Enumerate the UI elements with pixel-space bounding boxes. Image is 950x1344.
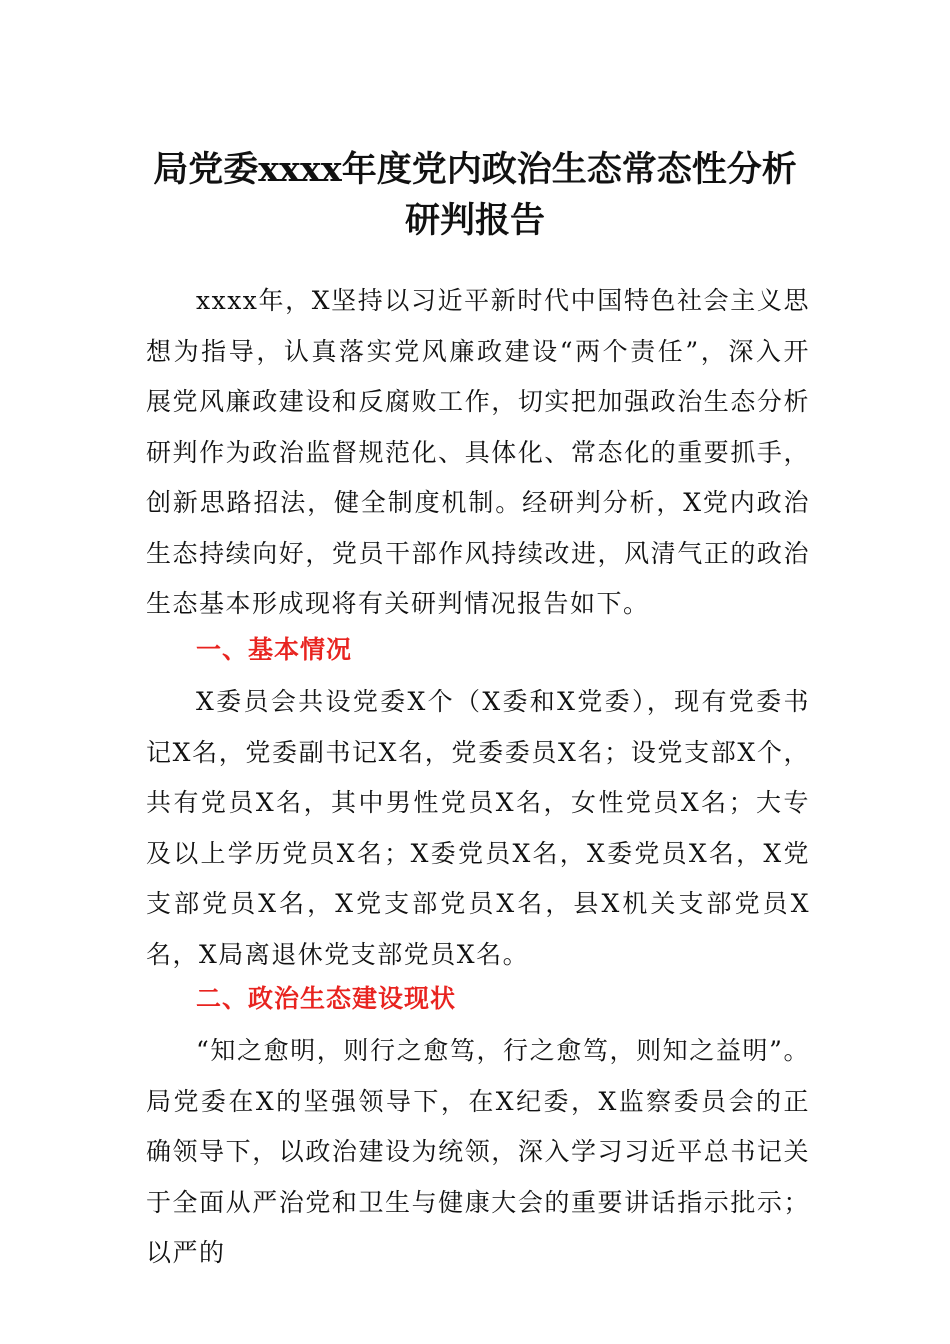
document-title-line-2: 研判报告 [404,200,545,241]
intro-paragraph: xxxx年，X坚持以习近平新时代中国特色社会主义思想为指导，认真落实党风廉政建设“两个责任”，深入开展党风廉政建设和反腐败工作，切实把加强政治生态分析研判作为政治监督规范化、具体化、常态化的重要抓手，创新思路招法，健全制度机制。经研判分析，X党内政治生态持续向好，党员干部作风持续改进，风清气正的政治生态基本形成现将有关研判情况报告如下。 [146,286,810,618]
political-ecology-paragraph: “知之愈明，则行之愈笃，行之愈笃，则知之益明”。局党委在X的坚强领导下，在X纪委，X监察委员会的正确领导下，以政治建设为统领，深入学习习近平总书记关于全面从严治党和卫生与健康大会的重要讲话指示批示；以严的 [146,1036,810,1267]
document-title-line-1: 局党委xxxx年度党内政治生态常态性分析 [153,149,797,190]
section-heading-political-ecology: 二、政治生态建设现状 [196,984,457,1013]
section-heading-basic-situation: 一、基本情况 [196,635,353,664]
basic-situation-paragraph: X委员会共设党委X个（X委和X党委），现有党委书记X名，党委副书记X名，党委委员X名；设党支部X个，共有党员X名，其中男性党员X名，女性党员X名；大专及以上学历党员X名；X委党员X名，X委党员X名，X党支部党员X名，X党支部党员X名，县X机关支部党员X名，X局离退休党支部党员X名。 [146,687,810,969]
